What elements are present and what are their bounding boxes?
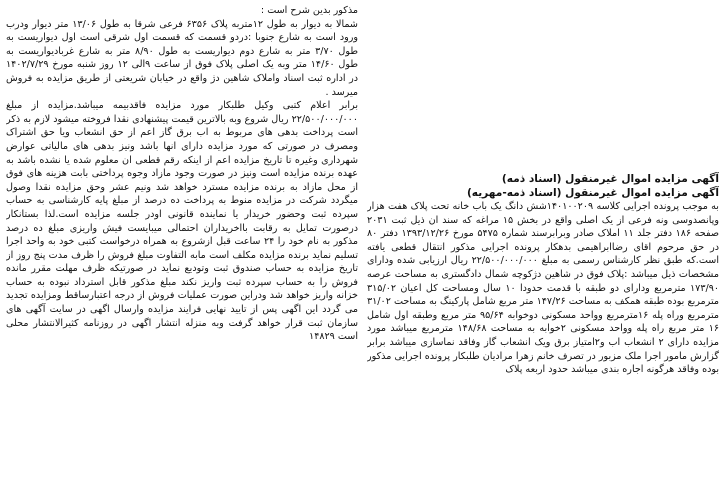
auction-terms-paragraph — [6, 99, 358, 344]
boundaries-paragraph: شمالا به دیوار به طول ۱۲متربه پلاک ۶۳۵۶ فرعی شرقا به طول ۱۳/۰۶ متر دیوار ودرب ورود است به شارع جنوبا :دردو قسمت که قسمت اول شرقی است اول دیواریست به طول ۳/۷۰ متر به شارع دوم دیواریست به طول ۸/۹۰ متر به شارع غربادیواریست به طول ۱۴/۶۰ متر وبه یک اصلی پلاک فوق از ساعت ۹الی ۱۲ روز شنبه مورخ ۱۴۰۲/۷/۲۹ در اداره ثبت اسناد واملاک شاهین دژ واقع در خیابان شریعتی از طریق مزایده به فروش میرسد . — [6, 18, 358, 98]
notice-code: ۱۴۸۲۹ — [309, 331, 335, 343]
notice-title-1: آگهی مزایده اموال غیرمنقول (اسناد ذمه) — [501, 173, 719, 185]
blank-area — [367, 4, 719, 172]
left-column — [6, 4, 358, 484]
notice-body: به موجب پرونده اجرایی کلاسه ۱۴۰۱۰۰۲۰۹شش دانگ یک باب خانه تحت پلاک هفت هزار وپانصدوسی ونه فرعی از یک اصلی واقع در بخش ۱۵ مراغه که سند ان ذیل ثبت ۲۰۳۱ صفحه ۱۸۶ دفتر جلد ۱۱ املاک صادر وبرابرسند شماره ۵۴۷۵ مورخ ۱۳۹۳/۱۲/۲۶ دفتر ۸۰ در حق مرحوم اقای رضاابراهیمی بدهکار پرونده اجرایی مذکور انتقال قطعی یافته است.که طبق نظر کارشناس رسمی به مبلغ ۲۲/۵۰۰/۰۰۰/۰۰۰ ریال ارزیابی شده ودارای مشخصات ذیل میباشد :پلاک فوق در شاهین دژکوچه شمال دادگستری به مساحت عرصه ۱۷۳/۹۰ مترمربع ودارای دو طبقه با قدمت حدودا ۱۰ سال ومساحت کل اعیان ۳۱۵/۰۲ مترمربع بوده طبقه همکف به مساحت ۱۴۷/۲۶ متر مربع شامل پارکینگ به مساحت ۳۱/۰۲ مترمربع وراه پله ۱۶مترمربع وواحد مسکونی دوخوابه ۹۵/۶۴ متر مربع وطبقه اول شامل ۱۶ متر مربع راه پله وواحد مسکونی ۲خوابه به مساحت ۱۴۸/۶۸ مترمربع میباشد مورد مزایده دارای ۲ انشعاب اب و۲امتیاز برق ویک انشعاب گاز وفاقد نماسازی میباشد برابر گزارش مامور اجرا ملک مزبور در تصرف خانم زهرا مرادیان طلبکار پرونده اجرایی مذکور بوده وفاقد هرگونه اجاره بندی میباشد حدود اربعه پلاک — [367, 201, 719, 376]
intro-line: مذکور بدین شرح است : — [260, 5, 358, 16]
notice-title-2: آگهی مزایده اموال غیرمنقول (اسناد ذمه-مهریه) — [466, 187, 719, 199]
auction-terms-text: برابر اعلام کتبی وکیل طلبکار مورد مزایده فاقدبیمه میباشد.مزایده از مبلغ ۲۲/۵۰۰/۰۰۰/۰۰۰ ریال شروع وبه بالاترین قیمت پیشنهادی نقدا فروخته میشود لازم به ذکر است پرداخت بدهی های مربوط به اب برق گاز اعم از حق انشعاب ویا حق اشتراک ومصرف در صورتی که مورد مزایده دارای انها باشد ونیز بدهی های مالیاتی عوارض شهرداری وغیره تا تاریخ مزایده اعم از اینکه رقم قطعی ان معلوم شده یا نشده باشد به عهده برنده مزایده است ونیز در صورت وجود مازاد وجوه پرداختی بابت هزینه های فوق از محل مازاد به برنده مزایده مسترد خواهد شد ونیم عشر وحق مزایده نقدا وصول میگردد شرکت در مزایده منوط به پرداخت ده درصد از مبلغ پایه کارشناسی به حساب سپرده ثبت وحضور خریدار یا نماینده قانونی اودر جلسه مزایده است.لذا بستانکار درصورت تمایل به رقابت بااخریداران احتمالی میبایست فیش واریزی مبلغ ده درصد مذکور به نام خود را ۲۴ ساعت قبل ازشروع به همراه درخواست کتبی خود به واحد اجرا تسلیم نماید برنده مزایده مکلف است مابه التفاوت مبلغ فروش را ظرف مدت پنج روز از تاریخ مزایده به حساب صندوق ثبت وتودیع نماید در صورتیکه ظرف مهلت مقرر مانده فروش را به حساب سپرده ثبت واریز نکند مبلغ مذکور قابل استرداد نبوده به حساب خزانه واریز خواهد شد ودراین صورت عملیات فروش از درجه اعتبارساقط ومزایده تجدید می گردد این اگهی پس از تایید نهایی فرایند مزایده وارسال اگهی در سایت آگهی های سازمان ثبت قرار خواهد گرفت وبه منزله انتشار اگهی در روزنامه کثیرالانتشار محلی است — [6, 100, 358, 343]
right-column — [367, 4, 719, 484]
